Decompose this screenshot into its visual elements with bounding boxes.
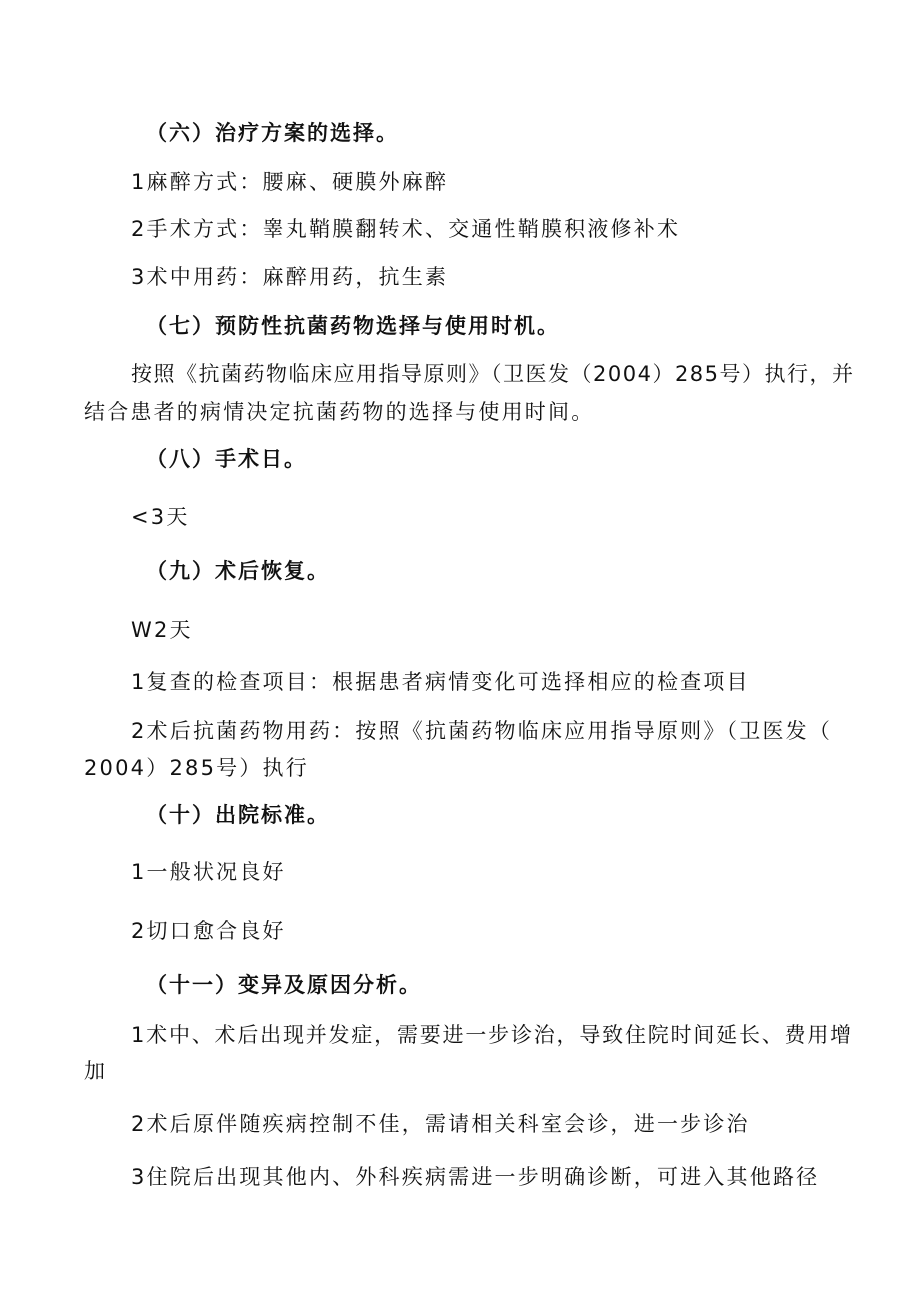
section-heading-7: （七）预防性抗菌药物选择与使用时机。 <box>146 314 560 338</box>
paragraph-line: 结合患者的病情决定抗菌药物的选择与使用时间。 <box>84 400 595 424</box>
paragraph-line: 按照《抗菌药物临床应用指导原则》（卫医发（2004）285号）执行，并 <box>131 362 855 386</box>
section-heading-8: （八）手术日。 <box>146 447 307 471</box>
intraop-medication-item: 3术中用药：麻醉用药，抗生素 <box>131 265 449 289</box>
surgery-method-item: 2手术方式：睾丸鞘膜翻转术、交通性鞘膜积液修补术 <box>131 217 681 241</box>
recovery-days-value: W2天 <box>131 618 193 642</box>
section-heading-11: （十一）变异及原因分析。 <box>146 973 422 997</box>
surgery-day-value: <3天 <box>131 505 190 529</box>
section-heading-9: （九）术后恢复。 <box>146 559 330 583</box>
postop-antibiotic-item-cont: 2004）285号）执行 <box>84 756 309 780</box>
discharge-criterion-2: 2切口愈合良好 <box>131 919 286 943</box>
section-heading-10: （十）出院标准。 <box>146 803 330 827</box>
discharge-criterion-1: 1一般状况良好 <box>131 860 286 884</box>
variation-item-1: 1术中、术后出现并发症，需要进一步诊治，导致住院时间延长、费用增 <box>131 1023 853 1047</box>
variation-item-1-cont: 加 <box>84 1059 108 1083</box>
section-heading-6: （六）治疗方案的选择。 <box>146 121 399 145</box>
followup-exam-item: 1复查的检查项目：根据患者病情变化可选择相应的检查项目 <box>131 670 750 694</box>
variation-item-3: 3住院后出现其他内、外科疾病需进一步明确诊断，可进入其他路径 <box>131 1165 820 1189</box>
anesthesia-method-item: 1麻醉方式：腰麻、硬膜外麻醉 <box>131 170 449 194</box>
postop-antibiotic-item: 2术后抗菌药物用药：按照《抗菌药物临床应用指导原则》（卫医发（ <box>131 719 833 743</box>
variation-item-2: 2术后原伴随疾病控制不佳，需请相关科室会诊，进一步诊治 <box>131 1112 750 1136</box>
